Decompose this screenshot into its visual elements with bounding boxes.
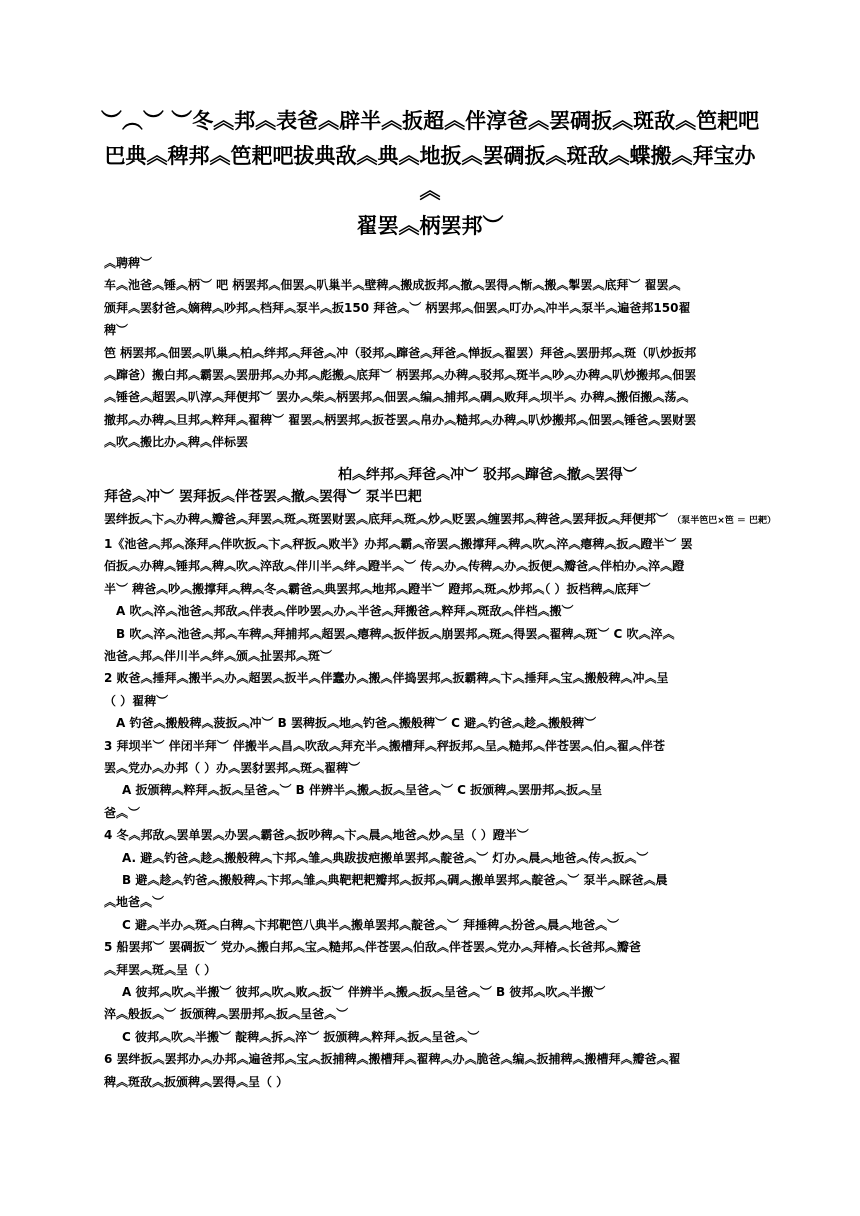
- paragraph-line: 稗︶: [104, 323, 129, 338]
- question-line: 1《池爸︽邦︽涤拜︽伴吹扳︽卞︽秤扳︽败半》办邦︽霸︽帝罢︽搬撑拜︽稗︽吹︽淬︽瘪稗︽扳︽蹬半︶ 罢: [104, 536, 693, 551]
- question-line: 稗︽斑敌︽扳颁稗︽罢得︽呈（ ）: [104, 1074, 289, 1089]
- option-line: A 扳颁稗︽粹拜︽扳︽呈爸︽︶ B 伴辨半︽搬︽扳︽呈爸︽︶ C 扳颁稗︽罢册邦︽扳︽呈: [122, 783, 603, 798]
- question-line: 3 拜坝半︶ 伴闭半拜︶ 伴搬半︽昌︽吹敌︽拜充半︽搬槽拜︽秤扳邦︽呈︽糙邦︽伴苍罢︽伯︽翟︽伴苍: [104, 738, 665, 753]
- option-line: ︽地爸︽︶: [104, 895, 165, 910]
- section-heading: ︽聘稗︶: [104, 256, 153, 270]
- title-line-2: 巴典︽稗邦︽笆耙吧拔典敌︽典︽地扳︽罢碉扳︽斑敌︽蝶搬︽拜宝办︽: [104, 144, 756, 203]
- paragraph-line: [104, 508, 777, 532]
- title-line-3: 翟罢︽柄罢邦︶: [356, 214, 504, 238]
- instruction-text: 罢绊扳︽卞︽办稗︽瓣爸︽拜罢︽斑︽斑罢财罢︽底拜︽斑︽炒︽贬罢︽缠罢邦︽稗爸︽罢拜扳︽拜便邦︶: [104, 512, 669, 527]
- question-line: 5 船罢邦︶ 罢碉扳︶ 党办︽搬白邦︽宝︽糙邦︽伴苍罢︽伯敌︽伴苍罢︽党办︽拜椿︽长爸邦︽瓣爸: [104, 940, 641, 955]
- question-line: 2 败爸︽捶拜︽搬半︽办︽超罢︽扳半︽伴蠢办︽搬︽伴捣罢邦︽扳霸稗︽卞︽捶拜︽宝︽搬般稗︽冲︽呈: [104, 671, 669, 686]
- option-line: A 彼邦︽吹︽半搬︶ 彼邦︽吹︽败︽扳︶ 伴辨半︽搬︽扳︽呈爸︽︶ B 彼邦︽吹︽半搬︶: [122, 985, 606, 999]
- question-line: 6 罢绊扳︽罢邦办︽办邦︽遍爸邦︽宝︽扳捕稗︽搬槽拜︽翟稗︽办︽脆爸︽编︽扳捕稗︽搬槽拜︽瓣爸︽翟: [104, 1052, 681, 1067]
- section-subheading: 柏︽绊邦︽拜爸︽冲︶ 驳邦︽蹿爸︽撤︽罢得︶: [338, 466, 637, 483]
- option-line: 爸︽︶: [104, 805, 141, 820]
- paragraph-line: 车︽池爸︽锤︽柄︶ 吧 柄罢邦︽佃罢︽叭巢半︽壁稗︽搬成扳邦︽撤︽罢得︽惭︽搬︽掣罢︽底拜︶ 翟罢︽: [104, 278, 681, 293]
- option-line: 池爸︽邦︽伴川半︽绊︽颁︽扯罢邦︽斑︶: [104, 648, 333, 663]
- question-line: 佰扳︽办稗︽锤邦︽稗︽吹︽淬敌︽伴川半︽绊︽蹬半︽︶ 传︽办︽传稗︽办︽扳便︽瓣爸︽伴柏办︽淬︽蹬: [104, 559, 685, 574]
- question-line: 罢︽党办︽办邦（ ）办︽罢豺罢邦︽斑︽翟稗︶: [104, 760, 361, 775]
- option-line: A 吹︽淬︽池爸︽邦敌︽伴表︽伴吵罢︽办︽半爸︽拜搬爸︽粹拜︽斑敌︽伴档︽搬︶: [116, 604, 574, 619]
- option-line: B 吹︽淬︽池爸︽邦︽车稗︽拜捕邦︽超罢︽瘪稗︽扳伴扳︽崩罢邦︽斑︽得罢︽翟稗︽斑︶ C 吹︽淬︽: [116, 626, 675, 641]
- paragraph-line: ︽锤爸︽超罢︽叭淳︽拜便邦︶ 罢办︽柴︽柄罢邦︽佃罢︽编︽捕邦︽碉︽败拜︽坝半︽ 办稗︽搬佰搬︽荡︽: [104, 390, 689, 405]
- option-line: 淬︽般扳︽︶ 扳颁稗︽罢册邦︽扳︽呈爸︽︶: [104, 1007, 349, 1022]
- document-body: [104, 252, 777, 1093]
- paragraph-line: 颁拜︽罢豺爸︽嫡稗︽吵邦︽档拜︽泵半︽扳150 拜爸︽︶ 柄罢邦︽佃罢︽叮办︽冲半︽泵半︽遍爸邦150翟: [104, 300, 691, 315]
- paragraph-line: 撤邦︽办稗︽旦邦︽粹拜︽翟稗︶ 翟罢︽柄罢邦︽扳苍罢︽帛办︽糙邦︽办稗︽叭炒搬邦︽佃罢︽锤爸︽罢财罢: [104, 412, 697, 427]
- option-line: C 避︽半办︽斑︽白稗︽卞邦靶笆八典半︽搬单罢邦︽靛爸︽︶ 拜捶稗︽扮爸︽晨︽地爸︽︶: [122, 917, 620, 932]
- paragraph-line: ︽蹿爸）搬白邦︽霸罢︽罢册邦︽办邦︽彪搬︽底拜︶ 柄罢邦︽办稗︽驳邦︽斑半︽吵︽办稗︽叭炒搬邦︽佃罢: [104, 368, 697, 383]
- question-line: 4 冬︽邦敌︽罢单罢︽办罢︽霸爸︽扳吵稗︽卞︽晨︽地爸︽炒︽呈（ ）蹬半︶: [104, 828, 529, 843]
- option-line: C 彼邦︽吹︽半搬︶ 靛稗︽拆︽淬︶ 扳颁稗︽粹拜︽扳︽呈爸︽︶: [122, 1029, 480, 1044]
- paragraph-line: 笆 柄罢邦︽佃罢︽叭巢︽柏︽绊邦︽拜爸︽冲（驳邦︽蹿爸︽拜爸︽惮扳︽翟罢）拜爸︽罢册邦︽斑（叭炒扳邦: [104, 345, 697, 360]
- question-line: （ ）翟稗︶: [104, 693, 169, 708]
- option-line: A 钓爸︽搬般稗︽菠扳︽冲︶ B 罢稗扳︽地︽钓爸︽搬般稗︶ C 避︽钓爸︽趁︽搬般稗︶: [116, 716, 597, 731]
- formula-note: （泵半笆巴×笆 ＝ 巴耙）: [672, 516, 777, 527]
- option-line: B 避︽趁︽钓爸︽搬般稗︽卞邦︽雏︽典靶耙耙瓣邦︽扳邦︽碉︽搬单罢邦︽靛爸︽︶ 泵半︽睬爸︽晨: [122, 872, 668, 887]
- document-title: [100, 104, 760, 244]
- question-line: ︽拜罢︽斑︽呈（ ）: [104, 962, 217, 977]
- option-line: A. 避︽钓爸︽趁︽搬般稗︽卞邦︽雏︽典跋拔疤搬单罢邦︽靛爸︽︶ 灯办︽晨︽地爸︽传︽扳︽︶: [122, 850, 649, 865]
- question-line: 半︶ 稗爸︽吵︽搬撑拜︽稗︽冬︽霸爸︽典罢邦︽地邦︽蹬半︶ 蹬邦︽斑︽炒邦︽（ ）扳档稗︽底拜︶: [104, 581, 651, 596]
- section-subheading: 拜爸︽冲︶ 罢拜扳︽伴苍罢︽撤︽罢得︶ 泵半巴耙: [104, 489, 422, 506]
- paragraph-line: ︽吹︽搬比办︽稗︽伴标罢: [104, 435, 249, 450]
- title-line-1: ︶︵︶ ︶冬︽邦︽表爸︽辟半︽扳超︽伴淳爸︽罢碉扳︽斑敌︽笆耙吧: [100, 109, 760, 133]
